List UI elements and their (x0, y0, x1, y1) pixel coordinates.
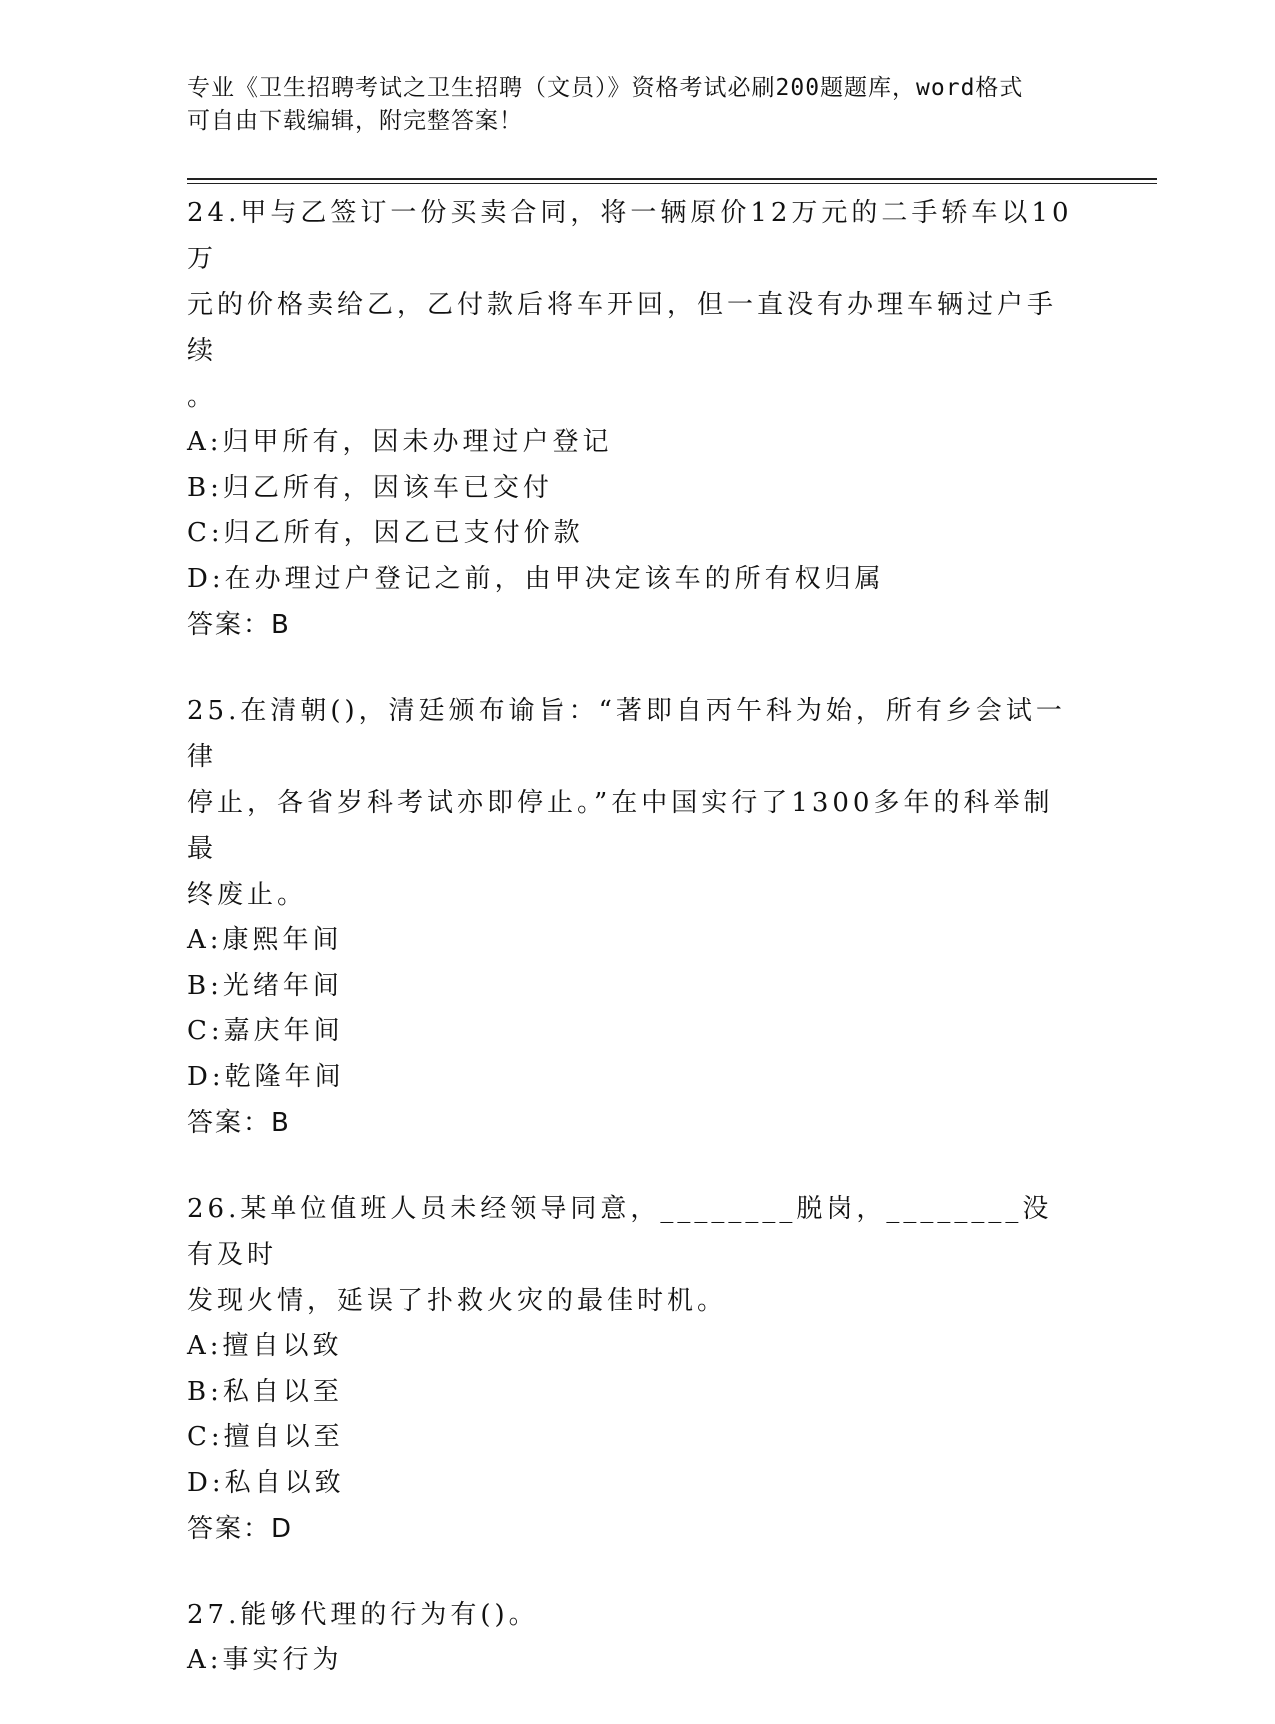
option-b: B:归乙所有，因该车已交付 (187, 472, 553, 503)
option-a: A:康熙年间 (187, 925, 343, 955)
question-text-line: 25.在清朝()，清廷颁布谕旨：“著即自丙午科为始，所有乡会试一律 (187, 696, 1066, 772)
question-text-line: 发现火情，延误了扑救火灾的最佳时机。 (187, 1286, 728, 1316)
document-header (187, 72, 1067, 138)
question-text-line: 27.能够代理的行为有()。 (187, 1600, 539, 1630)
question-text-line: 24.甲与乙签订一份买卖合同，将一辆原价12万元的二手轿车以10万 (187, 198, 1073, 274)
question-text-line: 26.某单位值班人员未经领导同意，________脱岗，________没有及时 (187, 1194, 1053, 1270)
header-line-2: 可自由下载编辑，附完整答案！ (187, 108, 523, 134)
option-d: D:乾隆年间 (187, 1061, 345, 1092)
header-rule-thick (187, 178, 1157, 180)
option-c: C:擅自以至 (187, 1422, 344, 1452)
option-d: D:私自以致 (187, 1467, 345, 1498)
answer: 答案：B (187, 1108, 291, 1138)
option-a: A:归甲所有，因未办理过户登记 (187, 427, 613, 457)
option-a: A:事实行为 (187, 1645, 343, 1675)
header-rule-thin (187, 183, 1157, 184)
question-list (187, 190, 1077, 1724)
header-line-1: 专业《卫生招聘考试之卫生招聘（文员）》资格考试必刷200题题库，word格式 (187, 75, 1024, 101)
option-c: C:归乙所有，因乙已支付价款 (187, 518, 584, 548)
question-25 (187, 688, 1077, 1146)
question-24 (187, 190, 1077, 648)
option-b: B:光绪年间 (187, 970, 343, 1001)
answer: 答案：B (187, 610, 291, 640)
option-b: B:私自以至 (187, 1376, 343, 1407)
option-c: C:嘉庆年间 (187, 1016, 344, 1046)
question-27 (187, 1592, 1077, 1684)
question-text-line: 停止，各省岁科考试亦即停止。”在中国实行了1300多年的科举制最 (187, 788, 1054, 864)
option-a: A:擅自以致 (187, 1331, 343, 1361)
question-text-line: 终废止。 (187, 880, 308, 910)
question-text-line: 。 (187, 382, 218, 412)
question-26 (187, 1186, 1077, 1552)
option-d: D:在办理过户登记之前，由甲决定该车的所有权归属 (187, 563, 885, 594)
answer: 答案：D (187, 1514, 294, 1544)
question-text-line: 元的价格卖给乙，乙付款后将车开回，但一直没有办理车辆过户手续 (187, 290, 1058, 366)
